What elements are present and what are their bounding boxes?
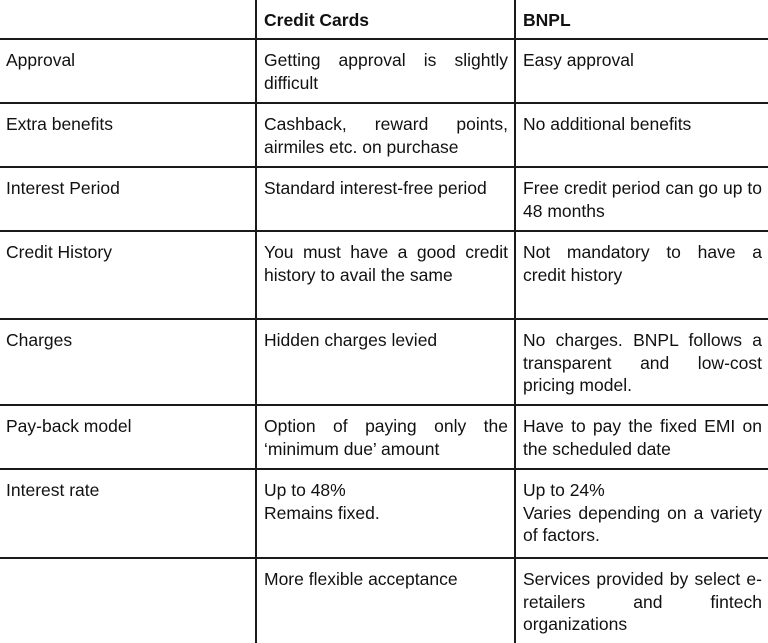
- header-credit-cards: Credit Cards: [255, 0, 514, 38]
- credit-cards-cell: Getting approval is slightly difficult: [255, 40, 514, 102]
- table-row-interest-rate: [0, 470, 768, 559]
- bnpl-cell: Free credit period can go up to 48 months: [514, 168, 768, 230]
- table-header-row: [0, 0, 768, 40]
- feature-cell: Interest rate: [6, 480, 100, 500]
- credit-cards-cell: You must have a good credit history to avail the same: [255, 232, 514, 318]
- bnpl-rate-note: Varies depending on a variety of factors.: [523, 502, 762, 545]
- feature-cell: Interest Period: [6, 178, 120, 198]
- table-row-interest-period: [0, 168, 768, 232]
- table-row-charges: [0, 320, 768, 406]
- feature-cell: Charges: [6, 330, 73, 350]
- bnpl-cell: Easy approval: [514, 40, 768, 102]
- feature-cell: Credit History: [6, 242, 112, 262]
- feature-cell: Extra benefits: [6, 114, 113, 134]
- credit-cards-rate-note: Remains fixed.: [264, 502, 380, 523]
- feature-cell: Pay-back model: [6, 416, 132, 436]
- bnpl-rate: Up to 24%: [523, 480, 605, 500]
- table-row-credit-history: [0, 232, 768, 320]
- header-bnpl: BNPL: [514, 0, 768, 38]
- bnpl-cell: Not mandatory to have a credit history: [514, 232, 768, 318]
- credit-cards-rate: Up to 48%: [264, 480, 346, 500]
- credit-cards-cell: Hidden charges levied: [255, 320, 514, 404]
- credit-cards-cell: Standard interest-free period: [255, 168, 514, 230]
- table-row-approval: [0, 40, 768, 104]
- table-row-extra-benefits: [0, 104, 768, 168]
- bnpl-cell: No charges. BNPL follows a transparent and low-cost pricing model.: [514, 320, 768, 404]
- credit-cards-cell: More flexible acceptance: [255, 559, 514, 643]
- header-feature: [0, 0, 255, 38]
- credit-cards-cell: Option of paying only the ‘minimum due’ amount: [255, 406, 514, 468]
- table-row-acceptance: [0, 559, 768, 643]
- bnpl-cell: [514, 470, 768, 557]
- table-row-pay-back-model: [0, 406, 768, 470]
- bnpl-cell: Services provided by select e-retailers and fintech organizations: [514, 559, 768, 643]
- credit-cards-cell: Cashback, reward points, airmiles etc. on purchase: [255, 104, 514, 166]
- feature-cell: [0, 559, 255, 643]
- bnpl-cell: No additional benefits: [514, 104, 768, 166]
- feature-cell: Approval: [6, 50, 76, 70]
- credit-cards-cell: [255, 470, 514, 557]
- bnpl-cell: Have to pay the fixed EMI on the scheduled date: [514, 406, 768, 468]
